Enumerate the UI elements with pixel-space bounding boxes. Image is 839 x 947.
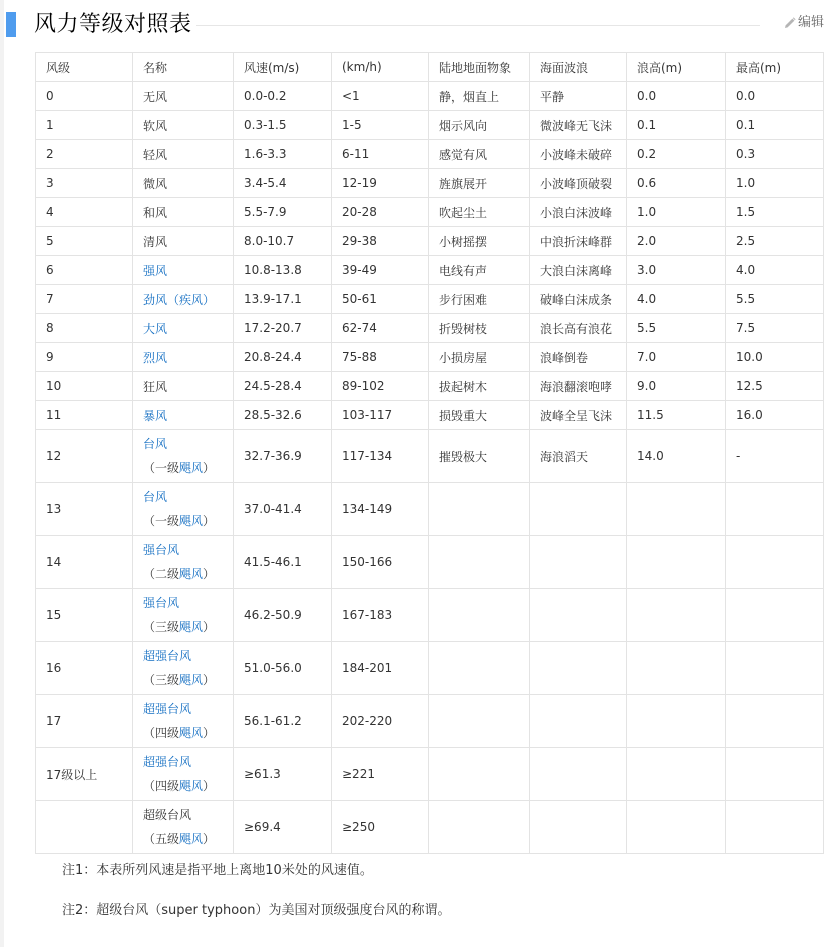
wind-name-link[interactable]: 强台风	[143, 543, 180, 557]
sea-cell	[530, 642, 627, 695]
max-height-cell: 5.5	[726, 285, 824, 314]
speed-kmh-cell: ≥221	[332, 748, 429, 801]
wave-height-cell	[627, 695, 726, 748]
sea-cell: 波峰全呈飞沫	[530, 401, 627, 430]
wind-name-link[interactable]: 烈风	[143, 350, 168, 365]
max-height-cell	[726, 536, 824, 589]
hurricane-class-prefix: （一级	[143, 461, 180, 475]
sea-cell	[530, 748, 627, 801]
speed-ms-cell: 5.5-7.9	[234, 198, 332, 227]
wave-height-cell	[627, 483, 726, 536]
level-cell: 0	[36, 82, 133, 111]
sea-cell: 小波峰未破碎	[530, 140, 627, 169]
sea-cell: 平静	[530, 82, 627, 111]
table-row	[36, 695, 824, 748]
column-header: 名称	[133, 53, 234, 82]
notes-section	[62, 860, 450, 940]
wind-name-link[interactable]: 超强台风	[143, 702, 192, 716]
name-cell	[133, 483, 234, 536]
land-cell: 电线有声	[429, 256, 530, 285]
wind-name-link[interactable]: 大风	[143, 321, 168, 336]
hurricane-class-prefix: （四级	[143, 779, 180, 793]
speed-ms-cell: 20.8-24.4	[234, 343, 332, 372]
max-height-cell: 4.0	[726, 256, 824, 285]
level-cell: 9	[36, 343, 133, 372]
sea-cell: 浪峰倒卷	[530, 343, 627, 372]
note-1: 注1：本表所列风速是指平地上离地10米处的风速值。	[62, 863, 373, 878]
note-2: 注2：超级台风（super typhoon）为美国对顶级强度台风的称谓。	[62, 903, 451, 918]
wave-height-cell: 0.1	[627, 111, 726, 140]
hurricane-class-suffix: ）	[203, 832, 216, 846]
name-cell	[133, 748, 234, 801]
land-cell	[429, 589, 530, 642]
level-cell: 14	[36, 536, 133, 589]
level-cell: 13	[36, 483, 133, 536]
hurricane-class	[143, 615, 233, 639]
name-cell	[133, 256, 234, 285]
name-cell	[133, 198, 234, 227]
speed-kmh-cell: 75-88	[332, 343, 429, 372]
column-header: 最高(m)	[726, 53, 824, 82]
hurricane-class	[143, 509, 233, 533]
land-cell: 摧毁极大	[429, 430, 530, 483]
wind-name-link[interactable]: 强风	[143, 263, 168, 278]
name-cell	[133, 285, 234, 314]
table-row	[36, 198, 824, 227]
name-cell	[133, 801, 234, 854]
wave-height-cell: 14.0	[627, 430, 726, 483]
level-cell: 15	[36, 589, 133, 642]
speed-kmh-cell: 62-74	[332, 314, 429, 343]
wave-height-cell: 7.0	[627, 343, 726, 372]
land-cell: 折毁树枝	[429, 314, 530, 343]
speed-ms-cell: 28.5-32.6	[234, 401, 332, 430]
speed-ms-cell: 32.7-36.9	[234, 430, 332, 483]
speed-ms-cell: 13.9-17.1	[234, 285, 332, 314]
name-cell	[133, 536, 234, 589]
speed-kmh-cell: 12-19	[332, 169, 429, 198]
hurricane-class-suffix: ）	[203, 673, 216, 687]
level-cell: 6	[36, 256, 133, 285]
level-cell: 7	[36, 285, 133, 314]
sea-cell: 小浪白沫波峰	[530, 198, 627, 227]
speed-ms-cell: ≥69.4	[234, 801, 332, 854]
level-cell: 8	[36, 314, 133, 343]
max-height-cell: 12.5	[726, 372, 824, 401]
wind-name: 软风	[143, 118, 168, 133]
name-cell	[133, 111, 234, 140]
wave-height-cell: 0.2	[627, 140, 726, 169]
table-row	[36, 140, 824, 169]
wave-height-cell: 9.0	[627, 372, 726, 401]
left-margin-strip	[0, 0, 4, 947]
wind-name: 微风	[143, 176, 168, 191]
wave-height-cell: 11.5	[627, 401, 726, 430]
wind-name-link[interactable]: 暴风	[143, 408, 168, 423]
edit-button[interactable]	[784, 13, 824, 33]
name-cell	[133, 314, 234, 343]
table-row	[36, 111, 824, 140]
max-height-cell	[726, 695, 824, 748]
sea-cell	[530, 589, 627, 642]
name-cell	[133, 343, 234, 372]
wave-height-cell: 3.0	[627, 256, 726, 285]
sea-cell	[530, 483, 627, 536]
hurricane-class-suffix: ）	[203, 726, 216, 740]
land-cell	[429, 748, 530, 801]
name-cell	[133, 401, 234, 430]
hurricane-class-suffix: ）	[203, 461, 216, 475]
name-cell	[133, 589, 234, 642]
hurricane-link[interactable]: 飓风	[179, 726, 204, 740]
table-header-row	[36, 53, 824, 82]
name-cell	[133, 227, 234, 256]
wind-name-link[interactable]: 超强台风	[143, 755, 192, 769]
sea-cell: 破峰白沫成条	[530, 285, 627, 314]
speed-kmh-cell: 89-102	[332, 372, 429, 401]
wave-height-cell	[627, 642, 726, 695]
table-row	[36, 227, 824, 256]
level-cell: 1	[36, 111, 133, 140]
level-cell: 17	[36, 695, 133, 748]
table-row	[36, 314, 824, 343]
hurricane-class-suffix: ）	[203, 620, 216, 634]
wind-name: 清风	[143, 234, 168, 249]
hurricane-link[interactable]: 飓风	[179, 673, 204, 687]
hurricane-link[interactable]: 飓风	[179, 514, 204, 528]
hurricane-class-prefix: （二级	[143, 567, 180, 581]
table-row	[36, 589, 824, 642]
hurricane-class	[143, 774, 233, 798]
level-cell: 5	[36, 227, 133, 256]
max-height-cell: 0.1	[726, 111, 824, 140]
sea-cell: 中浪折沫峰群	[530, 227, 627, 256]
land-cell: 感觉有风	[429, 140, 530, 169]
hurricane-class	[143, 721, 233, 745]
table-row	[36, 256, 824, 285]
table-row	[36, 801, 824, 854]
table-row	[36, 82, 824, 111]
speed-ms-cell: 56.1-61.2	[234, 695, 332, 748]
sea-cell	[530, 695, 627, 748]
column-header: (km/h)	[332, 53, 429, 82]
wave-height-cell	[627, 589, 726, 642]
wind-name: 和风	[143, 205, 168, 220]
hurricane-class	[143, 827, 233, 851]
speed-kmh-cell: 103-117	[332, 401, 429, 430]
wind-name: 轻风	[143, 147, 168, 162]
speed-ms-cell: 24.5-28.4	[234, 372, 332, 401]
name-cell	[133, 642, 234, 695]
speed-kmh-cell: ≥250	[332, 801, 429, 854]
speed-kmh-cell: 184-201	[332, 642, 429, 695]
wave-height-cell	[627, 536, 726, 589]
hurricane-class	[143, 562, 233, 586]
speed-ms-cell: 37.0-41.4	[234, 483, 332, 536]
speed-ms-cell: 3.4-5.4	[234, 169, 332, 198]
pencil-icon	[784, 17, 796, 29]
wave-height-cell	[627, 748, 726, 801]
speed-kmh-cell: 134-149	[332, 483, 429, 536]
table-row	[36, 430, 824, 483]
hurricane-class-prefix: （一级	[143, 514, 180, 528]
title-accent-bar	[6, 12, 16, 37]
speed-ms-cell: 0.3-1.5	[234, 111, 332, 140]
wind-name-link[interactable]: 超强台风	[143, 649, 192, 663]
hurricane-link[interactable]: 飓风	[179, 567, 204, 581]
column-header: 风级	[36, 53, 133, 82]
speed-kmh-cell: 167-183	[332, 589, 429, 642]
hurricane-class-suffix: ）	[203, 514, 216, 528]
max-height-cell: 16.0	[726, 401, 824, 430]
hurricane-link[interactable]: 飓风	[179, 832, 204, 846]
hurricane-link[interactable]: 飓风	[179, 779, 204, 793]
table-row	[36, 169, 824, 198]
wind-name-link[interactable]: 强台风	[143, 596, 180, 610]
sea-cell: 微波峰无飞沫	[530, 111, 627, 140]
speed-ms-cell: ≥61.3	[234, 748, 332, 801]
wind-name: 狂风	[143, 379, 168, 394]
land-cell	[429, 536, 530, 589]
level-cell: 12	[36, 430, 133, 483]
name-cell	[133, 695, 234, 748]
wave-height-cell	[627, 801, 726, 854]
max-height-cell	[726, 589, 824, 642]
name-cell	[133, 372, 234, 401]
wind-name-link[interactable]: 台风	[143, 490, 168, 504]
wind-scale-table	[35, 52, 824, 854]
max-height-cell: 10.0	[726, 343, 824, 372]
name-cell	[133, 140, 234, 169]
max-height-cell	[726, 801, 824, 854]
level-cell: 4	[36, 198, 133, 227]
sea-cell: 海浪翻滚咆哮	[530, 372, 627, 401]
table-row	[36, 401, 824, 430]
land-cell: 静，烟直上	[429, 82, 530, 111]
land-cell: 吹起尘土	[429, 198, 530, 227]
max-height-cell: 0.0	[726, 82, 824, 111]
land-cell	[429, 642, 530, 695]
wind-name-link[interactable]: 台风	[143, 437, 168, 451]
speed-ms-cell: 17.2-20.7	[234, 314, 332, 343]
column-header: 风速(m/s)	[234, 53, 332, 82]
sea-cell: 海浪滔天	[530, 430, 627, 483]
speed-kmh-cell: 39-49	[332, 256, 429, 285]
column-header: 海面波浪	[530, 53, 627, 82]
speed-kmh-cell: 29-38	[332, 227, 429, 256]
wave-height-cell: 5.5	[627, 314, 726, 343]
column-header: 陆地地面物象	[429, 53, 530, 82]
wave-height-cell: 0.0	[627, 82, 726, 111]
hurricane-class-suffix: ）	[203, 779, 216, 793]
name-cell	[133, 430, 234, 483]
wave-height-cell: 0.6	[627, 169, 726, 198]
wave-height-cell: 4.0	[627, 285, 726, 314]
speed-ms-cell: 41.5-46.1	[234, 536, 332, 589]
sea-cell	[530, 536, 627, 589]
speed-ms-cell: 0.0-0.2	[234, 82, 332, 111]
speed-ms-cell: 46.2-50.9	[234, 589, 332, 642]
level-cell: 2	[36, 140, 133, 169]
table-row	[36, 343, 824, 372]
hurricane-link[interactable]: 飓风	[179, 461, 204, 475]
land-cell: 步行困难	[429, 285, 530, 314]
land-cell	[429, 483, 530, 536]
level-cell: 17级以上	[36, 748, 133, 801]
wave-height-cell: 1.0	[627, 198, 726, 227]
speed-ms-cell: 10.8-13.8	[234, 256, 332, 285]
hurricane-class	[143, 456, 233, 480]
hurricane-class-suffix: ）	[203, 567, 216, 581]
land-cell: 小损房屋	[429, 343, 530, 372]
speed-ms-cell: 1.6-3.3	[234, 140, 332, 169]
level-cell	[36, 801, 133, 854]
land-cell: 拔起树木	[429, 372, 530, 401]
name-cell	[133, 82, 234, 111]
speed-kmh-cell: 1-5	[332, 111, 429, 140]
speed-kmh-cell: 50-61	[332, 285, 429, 314]
max-height-cell: 1.0	[726, 169, 824, 198]
table-row	[36, 642, 824, 695]
max-height-cell	[726, 642, 824, 695]
speed-kmh-cell: 6-11	[332, 140, 429, 169]
speed-kmh-cell: 20-28	[332, 198, 429, 227]
wind-name: 无风	[143, 89, 168, 104]
wind-name-link[interactable]: 劲风（疾风）	[143, 292, 216, 307]
land-cell	[429, 801, 530, 854]
hurricane-class-prefix: （三级	[143, 620, 180, 634]
speed-kmh-cell: 150-166	[332, 536, 429, 589]
hurricane-link[interactable]: 飓风	[179, 620, 204, 634]
level-cell: 11	[36, 401, 133, 430]
speed-kmh-cell: 202-220	[332, 695, 429, 748]
table-row	[36, 483, 824, 536]
hurricane-class-prefix: （五级	[143, 832, 180, 846]
table-row	[36, 536, 824, 589]
max-height-cell: 2.5	[726, 227, 824, 256]
table-row	[36, 372, 824, 401]
sea-cell: 大浪白沫离峰	[530, 256, 627, 285]
edit-label: 编辑	[798, 15, 825, 30]
wave-height-cell: 2.0	[627, 227, 726, 256]
sea-cell: 小波峰顶破裂	[530, 169, 627, 198]
speed-ms-cell: 8.0-10.7	[234, 227, 332, 256]
land-cell: 烟示风向	[429, 111, 530, 140]
page-title: 风力等级对照表	[34, 12, 192, 37]
table-row	[36, 748, 824, 801]
hurricane-class-prefix: （三级	[143, 673, 180, 687]
max-height-cell: 0.3	[726, 140, 824, 169]
max-height-cell	[726, 748, 824, 801]
sea-cell	[530, 801, 627, 854]
name-cell	[133, 169, 234, 198]
land-cell	[429, 695, 530, 748]
column-header: 浪高(m)	[627, 53, 726, 82]
title-divider	[196, 25, 760, 26]
table-row	[36, 285, 824, 314]
level-cell: 10	[36, 372, 133, 401]
wind-name: 超级台风	[143, 808, 192, 822]
max-height-cell: 1.5	[726, 198, 824, 227]
land-cell: 旌旗展开	[429, 169, 530, 198]
level-cell: 3	[36, 169, 133, 198]
speed-kmh-cell: <1	[332, 82, 429, 111]
sea-cell: 浪长高有浪花	[530, 314, 627, 343]
max-height-cell: -	[726, 430, 824, 483]
land-cell: 小树摇摆	[429, 227, 530, 256]
level-cell: 16	[36, 642, 133, 695]
hurricane-class	[143, 668, 233, 692]
speed-kmh-cell: 117-134	[332, 430, 429, 483]
max-height-cell: 7.5	[726, 314, 824, 343]
hurricane-class-prefix: （四级	[143, 726, 180, 740]
max-height-cell	[726, 483, 824, 536]
speed-ms-cell: 51.0-56.0	[234, 642, 332, 695]
land-cell: 损毁重大	[429, 401, 530, 430]
